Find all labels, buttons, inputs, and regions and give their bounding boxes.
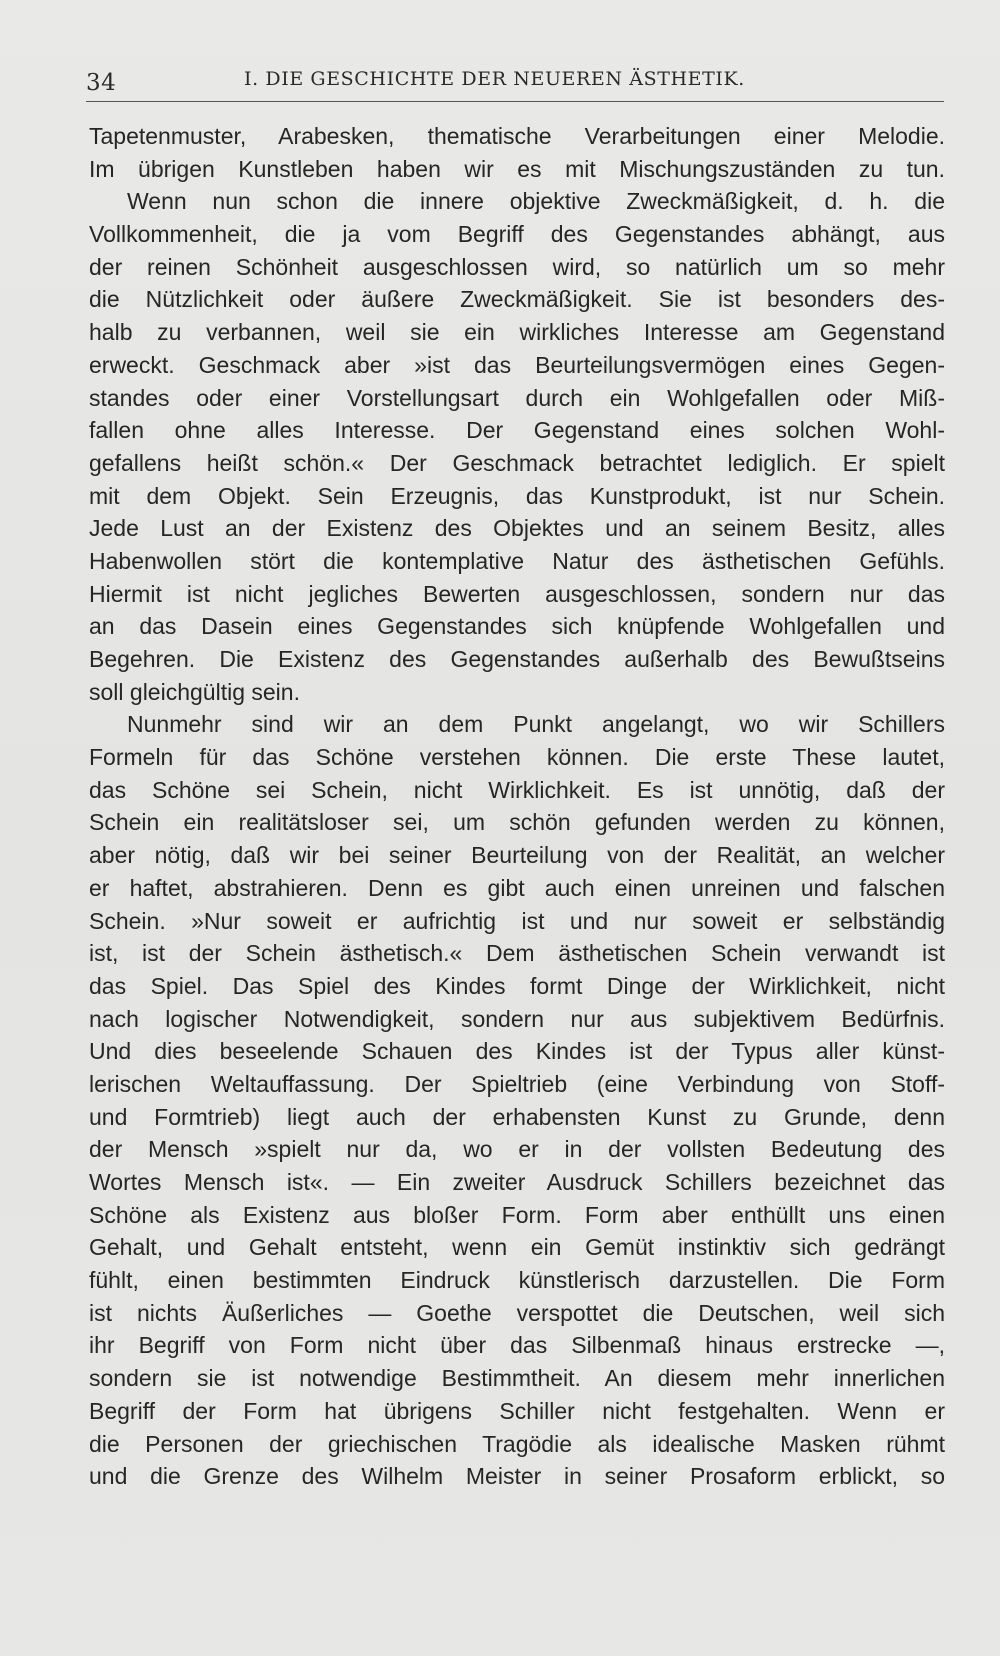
text-line: erweckt. Geschmack aber »ist das Beurteilungsvermögen eines Gegen- (89, 351, 945, 378)
text-line: Wenn nun schon die innere objektive Zweckmäßigkeit, d. h. die (127, 188, 945, 215)
text-line: ist, ist der Schein ästhetisch.« Dem ästhetischen Schein verwandt ist (89, 940, 945, 967)
text-line: die Personen der griechischen Tragödie als idealische Masken rühmt (89, 1430, 945, 1457)
text-line: der reinen Schönheit ausgeschlossen wird, so natürlich um so mehr (89, 253, 945, 280)
header-rule (86, 101, 944, 102)
text-line: an das Dasein eines Gegenstandes sich knüpfende Wohlgefallen und (89, 613, 945, 640)
text-line: der Mensch »spielt nur da, wo er in der vollsten Bedeutung des (89, 1136, 945, 1163)
page-header (86, 66, 944, 100)
text-line: das Schöne sei Schein, nicht Wirklichkeit. Es ist unnötig, daß der (89, 776, 945, 803)
text-line: mit dem Objekt. Sein Erzeugnis, das Kunstprodukt, ist nur Schein. (89, 482, 945, 509)
page-number: 34 (86, 70, 117, 96)
text-line: Gehalt, und Gehalt entsteht, wenn ein Gemüt instinktiv sich gedrängt (89, 1234, 945, 1261)
text-line: Vollkommenheit, die ja vom Begriff des Gegenstandes abhängt, aus (89, 221, 945, 248)
running-head: I. DIE GESCHICHTE DER NEUEREN ÄSTHETIK. (244, 68, 745, 90)
text-line: lerischen Weltauffassung. Der Spieltrieb (eine Verbindung von Stoff- (89, 1070, 945, 1097)
text-line: Schein. »Nur soweit er aufrichtig ist und nur soweit er selbständig (89, 907, 945, 934)
text-line: gefallens heißt schön.« Der Geschmack betrachtet lediglich. Er spielt (89, 449, 945, 476)
text-line: die Nützlichkeit oder äußere Zweckmäßigkeit. Sie ist besonders des- (89, 286, 945, 313)
text-line: Tapetenmuster, Arabesken, thematische Verarbeitungen einer Melodie. (89, 123, 945, 149)
text-line: ihr Begriff von Form nicht über das Silbenmaß hinaus erstrecke —, (89, 1332, 945, 1359)
text-line: standes oder einer Vorstellungsart durch ein Wohlgefallen oder Miß- (89, 384, 945, 411)
text-line: und Formtrieb) liegt auch der erhabensten Kunst zu Grunde, denn (89, 1103, 945, 1130)
text-line: Hiermit ist nicht jegliches Bewerten ausgeschlossen, sondern nur das (89, 580, 945, 607)
text-line: Begehren. Die Existenz des Gegenstandes außerhalb des Bewußtseins (89, 646, 945, 672)
text-line: Habenwollen stört die kontemplative Natur des ästhetischen Gefühls. (89, 547, 945, 574)
text-line: das Spiel. Das Spiel des Kindes formt Dinge der Wirklichkeit, nicht (89, 972, 945, 999)
text-line: und die Grenze des Wilhelm Meister in seiner Prosaform erblickt, so (89, 1463, 945, 1490)
text-line: Schein ein realitätsloser sei, um schön gefunden werden zu können, (89, 809, 945, 836)
text-line: fühlt, einen bestimmten Eindruck künstlerisch darzustellen. Die Form (89, 1267, 945, 1294)
text-line: Im übrigen Kunstleben haben wir es mit Mischungszuständen zu tun. (89, 155, 945, 182)
text-line: soll gleichgültig sein. (89, 678, 300, 705)
text-line: nach logischer Notwendigkeit, sondern nur aus subjektivem Bedürfnis. (89, 1005, 945, 1032)
text-line: Schöne als Existenz aus bloßer Form. Form aber enthüllt uns einen (89, 1201, 945, 1228)
text-line: Jede Lust an der Existenz des Objektes und an seinem Besitz, alles (89, 515, 945, 542)
text-line: er haftet, abstrahieren. Denn es gibt auch einen unreinen und falschen (89, 874, 945, 901)
text-line: Formeln für das Schöne verstehen können. Die erste These lautet, (89, 744, 945, 771)
text-line: Nunmehr sind wir an dem Punkt angelangt, wo wir Schillers (127, 711, 945, 738)
text-line: Begriff der Form hat übrigens Schiller nicht festgehalten. Wenn er (89, 1397, 945, 1424)
body-text (89, 120, 945, 1493)
text-line: Und dies beseelende Schauen des Kindes ist der Typus aller künst- (89, 1038, 945, 1065)
text-line: fallen ohne alles Interesse. Der Gegenstand eines solchen Wohl- (89, 417, 945, 444)
text-line: halb zu verbannen, weil sie ein wirkliches Interesse am Gegenstand (89, 319, 945, 346)
text-line: aber nötig, daß wir bei seiner Beurteilung von der Realität, an welcher (89, 842, 945, 869)
text-line: sondern sie ist notwendige Bestimmtheit. An diesem mehr innerlichen (89, 1365, 945, 1392)
text-line: ist nichts Äußerliches — Goethe verspottet die Deutschen, weil sich (89, 1299, 945, 1326)
text-line: Wortes Mensch ist«. — Ein zweiter Ausdruck Schillers bezeichnet das (89, 1169, 945, 1195)
